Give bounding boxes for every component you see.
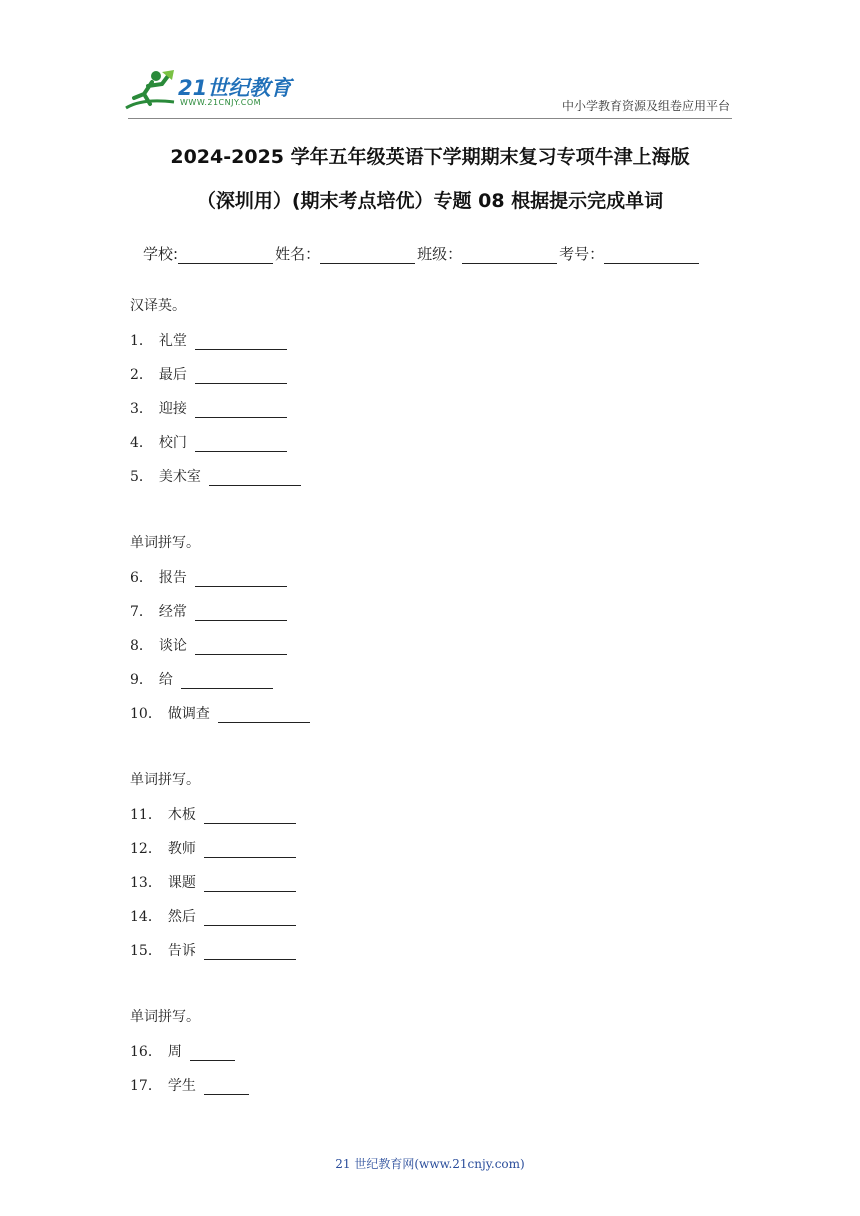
school-blank[interactable] [178,247,273,264]
question-item: 1． 礼堂 [130,330,287,350]
section-title: 单词拼写。 [130,772,200,788]
question-item: 17． 学生 [130,1075,249,1095]
class-label: 班级： [417,245,463,263]
question-item: 15． 告诉 [130,940,296,960]
answer-blank[interactable] [204,945,296,960]
footer-link[interactable]: 21 世纪教育网(www.21cnjy.com) [335,1157,525,1171]
logo-text: 21世纪教育 [178,76,292,100]
answer-blank[interactable] [195,335,287,350]
answer-blank[interactable] [209,471,301,486]
page-title-line2: （深圳用）(期末考点培优）专题 08 根据提示完成单词 [196,190,664,212]
answer-blank[interactable] [204,809,296,824]
question-item: 2． 最后 [130,364,287,384]
answer-blank[interactable] [204,911,296,926]
question-item: 12． 教师 [130,838,296,858]
answer-blank[interactable] [195,606,287,621]
question-item: 16． 周 [130,1041,235,1061]
question-item: 6． 报告 [130,567,287,587]
question-item: 13． 课题 [130,872,296,892]
section-title: 汉译英。 [130,298,186,314]
answer-blank[interactable] [190,1046,235,1061]
site-logo [122,68,292,114]
answer-blank[interactable] [195,640,287,655]
answer-blank[interactable] [195,437,287,452]
answer-blank[interactable] [195,369,287,384]
name-label: 姓名： [275,245,321,263]
section-title: 单词拼写。 [130,535,200,551]
exam-no-blank[interactable] [604,247,699,264]
answer-blank[interactable] [181,674,273,689]
answer-blank[interactable] [204,1080,249,1095]
question-item: 4． 校门 [130,432,287,452]
answer-blank[interactable] [204,877,296,892]
exam-no-label: 考号： [559,245,605,263]
school-label: 学校: [143,245,179,263]
answer-blank[interactable] [218,708,310,723]
page-title-line1: 2024-2025 学年五年级英语下学期期末复习专项牛津上海版 [170,146,690,168]
name-blank[interactable] [320,247,415,264]
question-item: 11． 木板 [130,804,296,824]
runner-logo-icon [122,68,178,114]
question-item: 5． 美术室 [130,466,301,486]
answer-blank[interactable] [195,572,287,587]
answer-blank[interactable] [204,843,296,858]
platform-name: 中小学教育资源及组卷应用平台 [561,99,730,113]
question-item: 8． 谈论 [130,635,287,655]
class-blank[interactable] [462,247,557,264]
question-item: 7． 经常 [130,601,287,621]
section-title: 单词拼写。 [130,1009,200,1025]
student-info-row [143,243,701,264]
question-item: 10． 做调查 [130,703,310,723]
question-item: 14． 然后 [130,906,296,926]
answer-blank[interactable] [195,403,287,418]
question-item: 9． 给 [130,669,273,689]
question-item: 3． 迎接 [130,398,287,418]
logo-url: WWW.21CNJY.COM [180,98,262,107]
header-divider [128,118,732,119]
